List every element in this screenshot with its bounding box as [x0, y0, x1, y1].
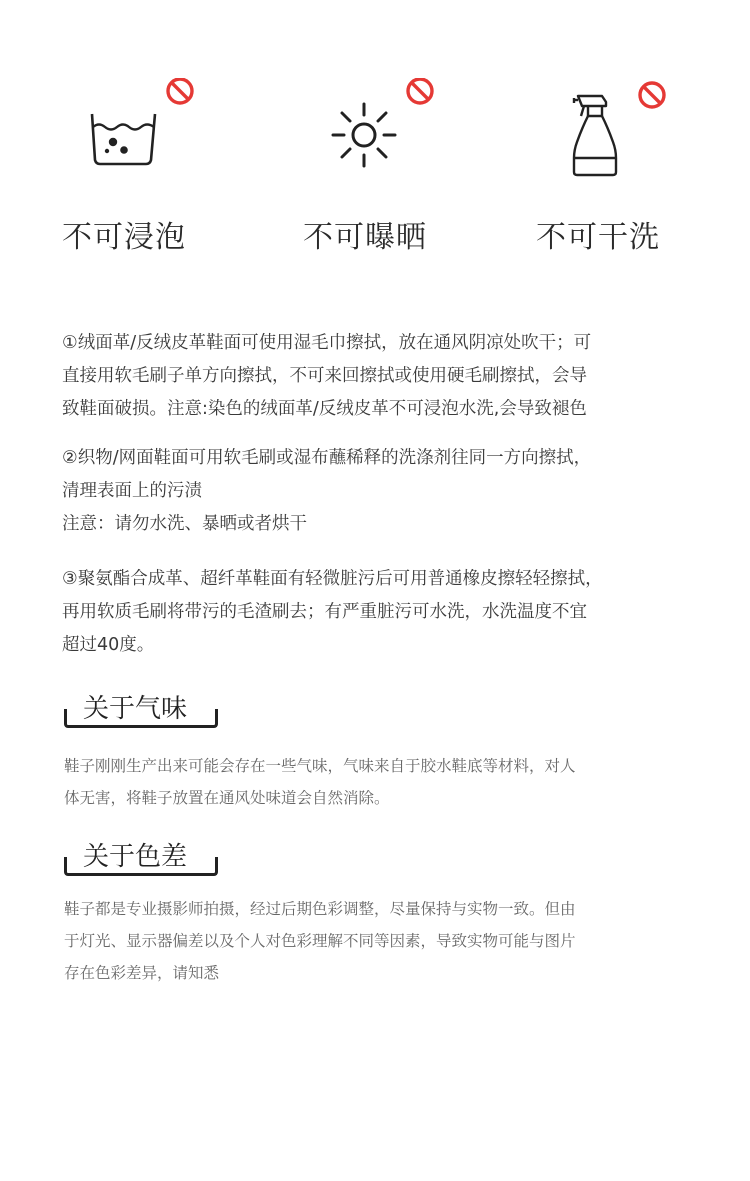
- section-body-color-diff: [64, 893, 704, 989]
- section-title-odor: [64, 690, 216, 728]
- paragraph-line: ③聚氨酯合成革、超纤革鞋面有轻微脏污后可用普通橡皮擦轻轻擦拭，: [62, 569, 603, 589]
- section-title-color-diff: [64, 838, 216, 876]
- paragraph-line: 注意：请勿水洗、暴晒或者烘干: [62, 514, 307, 534]
- care-paragraph-synthetic: [62, 563, 702, 662]
- care-label: 不可干洗: [536, 220, 660, 255]
- care-no-dry-clean: [478, 78, 718, 258]
- prohibit-icon: [408, 79, 432, 103]
- paragraph-line: 清理表面上的污渍: [62, 481, 202, 501]
- section-line: 鞋子都是专业摄影师拍摄，经过后期色彩调整，尽量保持与实物一致。但由: [64, 900, 576, 918]
- care-paragraph-suede: [62, 327, 702, 426]
- care-no-sun: [245, 78, 485, 258]
- care-paragraph-fabric: [62, 442, 702, 541]
- paragraph-line: 再用软质毛刷将带污的毛渣刷去；有严重脏污可水洗，水洗温度不宜: [62, 602, 587, 622]
- care-no-soak: [0, 78, 240, 258]
- section-line: 于灯光、显示器偏差以及个人对色彩理解不同等因素，导致实物可能与图片: [64, 932, 576, 950]
- prohibit-icon: [640, 83, 664, 107]
- section-body-odor: [64, 750, 704, 814]
- care-label: 不可浸泡: [62, 220, 186, 255]
- paragraph-line: ①绒面革/反绒皮革鞋面可使用湿毛巾擦拭，放在通风阴凉处吹干；可: [62, 333, 592, 353]
- no-dry-clean-icon: [478, 78, 718, 198]
- paragraph-line: ②织物/网面鞋面可用软毛刷或湿布蘸稀释的洗涤剂往同一方向擦拭，: [62, 448, 592, 468]
- section-line: 存在色彩差异，请知悉: [64, 964, 220, 982]
- paragraph-line: 致鞋面破损。注意:染色的绒面革/反绒皮革不可浸泡水洗,会导致褪色: [62, 399, 587, 419]
- no-soak-icon: [0, 78, 240, 198]
- section-line: 体无害，将鞋子放置在通风处味道会自然消除。: [64, 789, 390, 807]
- prohibit-icon: [168, 79, 192, 103]
- section-line: 鞋子刚刚生产出来可能会存在一些气味，气味来自于胶水鞋底等材料，对人: [64, 757, 576, 775]
- no-sun-icon: [245, 78, 485, 198]
- section-title-text: 关于气味: [83, 694, 188, 724]
- section-title-text: 关于色差: [83, 842, 188, 872]
- care-label: 不可曝晒: [303, 220, 427, 255]
- paragraph-line: 超过40度。: [62, 635, 155, 655]
- paragraph-line: 直接用软毛刷子单方向擦拭，不可来回擦拭或使用硬毛刷擦拭，会导: [62, 366, 587, 386]
